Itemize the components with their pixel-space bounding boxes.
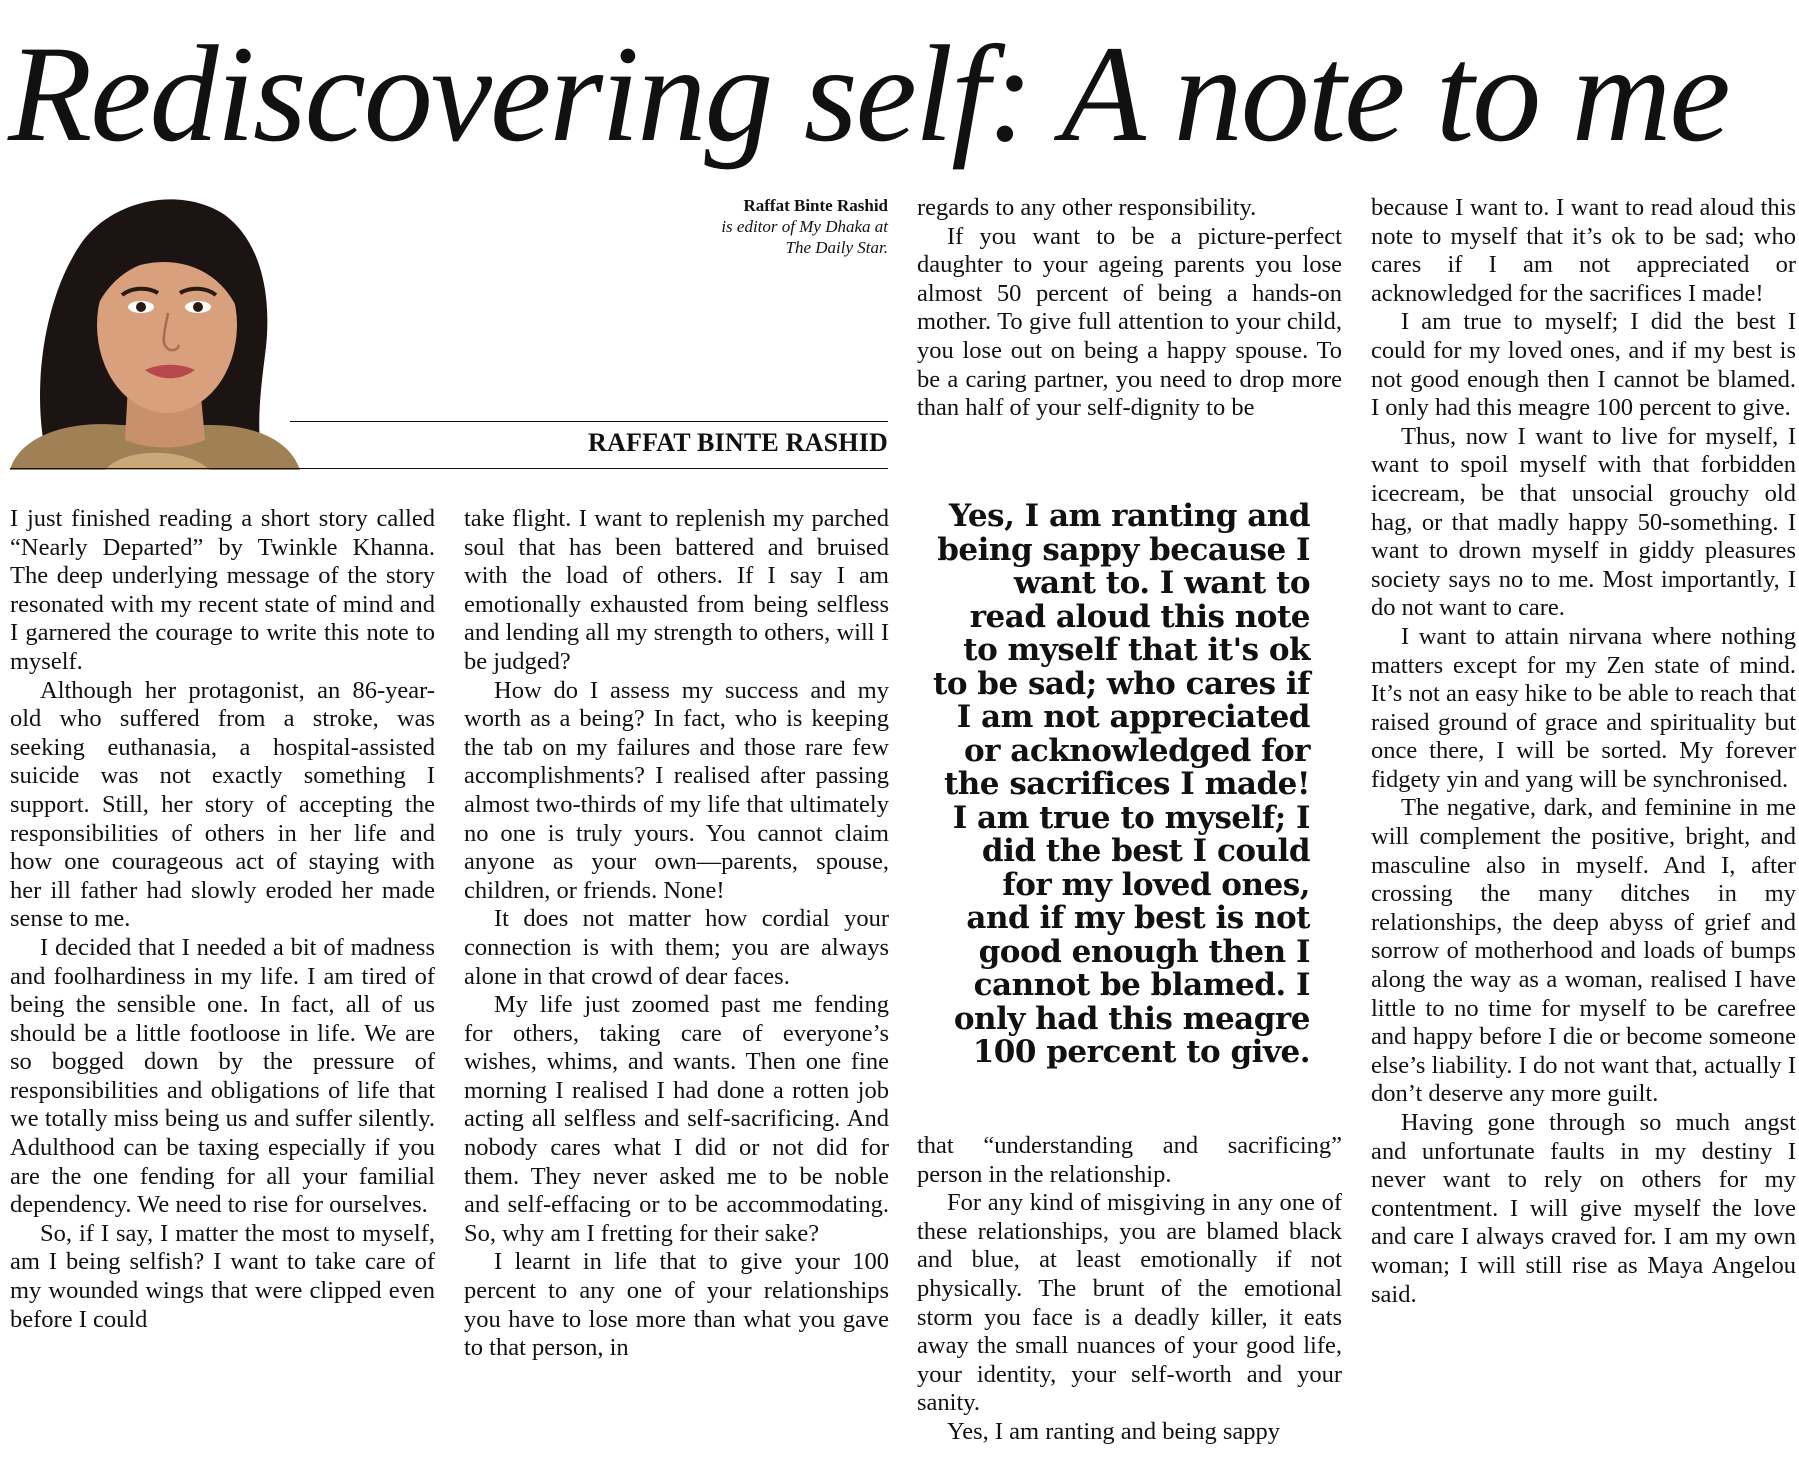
paragraph: How do I assess my success and my worth as a being? In fact, who is keeping the tab on my failures and those rare few accomplishments? I realised after passing almost two-thirds of my life that ultimately no one is truly yours. You cannot claim anyone as your own—parents, spouse, children, or friends. None! — [464, 676, 889, 904]
paragraph: I just finished reading a short story called “Nearly Departed” by Twinkle Khanna. The deep underlying message of the story resonated with my recent state of mind and I garnered the courage to write this note to myself. — [10, 505, 435, 675]
paragraph: It does not matter how cordial your connection is with them; you are always alone in that crowd of dear faces. — [464, 905, 889, 990]
paragraph: Having gone through so much angst and unfortunate faults in my destiny I never want to rely on others for my contentment. I will give myself the love and care I always craved for. I am my own woman; I will still rise as Maya Angelou said. — [1371, 1109, 1796, 1308]
article-column-4 — [1371, 194, 1796, 1309]
author-bio-role-line-2: The Daily Star. — [785, 238, 888, 257]
paragraph: regards to any other responsibility. — [917, 194, 1257, 221]
pull-quote: Yes, I am ranting and being sappy because I want to. I want to read aloud this note to myself that it's ok to be sad; who cares if I am not appreciated or acknowledged for the sacrifices I made! I am true to myself; I did the best I could for my loved ones, and if my best is not good enough then I cannot be blamed. I only had this meagre 100 percent to give. — [933, 498, 1310, 1070]
paragraph: So, if I say, I matter the most to myself, am I being selfish? I want to take care of my wounded wings that were clipped even before I could — [10, 1219, 435, 1333]
author-box — [10, 185, 888, 470]
paragraph: Yes, I am ranting and being sappy — [947, 1417, 1280, 1445]
paragraph: Although her protagonist, an 86-year-old who suffered from a stroke, was seeking euthanasia, a hospital-assisted suicide was not exactly something I support. Still, her story of accepting the responsibilities of others in her life and how one courageous act of staying with her ill father had slowly eroded her made sense to me. — [10, 676, 435, 933]
paragraph: For any kind of misgiving in any one of these relationships, you are blamed black and blue, at least emotionally if not physically. The brunt of the emotional storm you face is a deadly killer, it eats away the small nuances of your good life, your identity, your self-worth and your sanity. — [917, 1189, 1342, 1417]
paragraph: If you want to be a picture-perfect daughter to your ageing parents you lose almost 50 percent of being a hands-on mother. To give full attention to your child, you lose out on being a happy spouse. To be a caring partner, you need to drop more than half of your self-dignity to be — [917, 222, 1342, 422]
article-column-3-bottom — [917, 1132, 1342, 1447]
paragraph: I want to attain nirvana where nothing matters except for my Zen state of mind. It’s not an easy hike to be able to reach that raised ground of grace and spirituality but once there, I will be sorted. My forever fidgety yin and yang will be synchronised. — [1371, 622, 1796, 793]
headline: Rediscovering self: A note to me — [8, 17, 1729, 170]
author-bio-role — [721, 216, 888, 258]
author-portrait — [10, 185, 300, 470]
paragraph: I learnt in life that to give your 100 percent to any one of your relationships you have to lose more than what you gave to that person, in — [464, 1248, 889, 1362]
paragraph: that “understanding and sacrificing” person in the relationship. — [917, 1132, 1342, 1188]
author-bio — [721, 195, 888, 258]
paragraph: because I want to. I want to read aloud this note to myself that it’s ok to be sad; who cares if I am not appreciated or acknowledged for the sacrifices I made! — [1371, 194, 1796, 307]
article-column-3-top — [917, 194, 1342, 456]
author-bio-role-line-1: is editor of My Dhaka at — [721, 217, 888, 236]
byline: RAFFAT BINTE RASHID — [588, 428, 888, 457]
byline-rule-bottom — [10, 468, 888, 469]
paragraph: The negative, dark, and feminine in me will complement the positive, bright, and masculine also in myself. And I, after crossing the many ditches in my relationships, the deep abyss of grief and sorrow of motherhood and loads of bumps along the way as a woman, realised I have little to no time for myself to be carefree and happy before I die or become someone else’s liability. I do not want that, actually I don’t deserve any more guilt. — [1371, 794, 1796, 1108]
paragraph: take flight. I want to replenish my parched soul that has been battered and bruised with the load of others. If I say I am emotionally exhausted from being selfless and lending all my strength to others, will I be judged? — [464, 505, 889, 675]
byline-rule-top — [290, 421, 888, 422]
article-column-2 — [464, 505, 889, 1363]
paragraph: My life just zoomed past me fending for others, taking care of everyone’s wishes, whims, and wants. Then one fine morning I realised I had done a rotten job acting all selfless and self-sacrificing. And nobody cares what I did or not did for them. They never asked me to be noble and self-effacing or to be accommodating. So, why am I fretting for their sake? — [464, 991, 889, 1247]
paragraph: Thus, now I want to live for myself, I want to spoil myself with that forbidden icecream, be that unsocial grouchy old hag, or that madly happy 50-something. I want to drown myself in giddy pleasures society says no to me. Most importantly, I do not want to care. — [1371, 422, 1796, 622]
paragraph: I am true to myself; I did the best I could for my loved ones, and if my best is not good enough then I cannot be blamed. I only had this meagre 100 percent to give. — [1371, 308, 1796, 422]
paragraph: I decided that I needed a bit of madness and foolhardiness in my life. I am tired of being the sensible one. In fact, all of us should be a little footloose in life. We are so bogged down by the pressure of responsibilities and obligations of life that we totally miss being us and suffer silently. Adulthood can be taxing especially if you are the one fending for all your familial dependency. We need to rise for ourselves. — [10, 933, 435, 1219]
article-column-1 — [10, 505, 435, 1334]
author-bio-name: Raffat Binte Rashid — [743, 196, 888, 215]
